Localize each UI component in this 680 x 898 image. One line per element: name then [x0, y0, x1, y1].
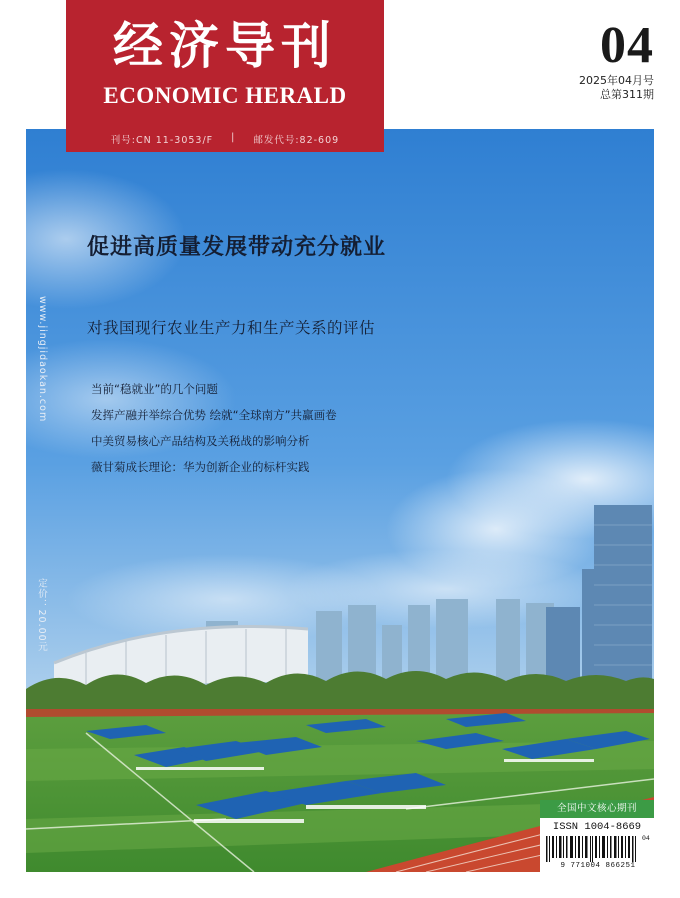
core-journal-badge: 全国中文核心期刊 — [540, 800, 654, 818]
contents-item: 当前“稳就业”的几个问题 — [91, 382, 218, 396]
cover-subhead: 对我国现行农业生产力和生产关系的评估 — [87, 319, 376, 337]
contents-item: 薇甘菊成长理论：华为创新企业的标杆实践 — [91, 460, 310, 474]
barcode-digits: 9 771004 866251 — [560, 862, 636, 870]
magazine-title-cn: 经济导刊 — [113, 16, 337, 75]
issue-number: 04 — [600, 17, 654, 74]
barcode-panel — [540, 818, 654, 876]
cover-price: 定价：20.00元 — [36, 578, 47, 653]
publication-info — [66, 132, 384, 146]
postal-code: 邮发代号:82-609 — [253, 135, 340, 146]
issue-total: 总第311期 — [600, 88, 654, 101]
contents-item: 发挥产融并举综合优势 绘就“全球南方”共赢画卷 — [91, 408, 337, 422]
barcode-icon — [546, 836, 640, 862]
info-separator: | — [231, 132, 236, 143]
masthead — [66, 0, 384, 152]
magazine-title-en: ECONOMIC HERALD — [103, 83, 347, 108]
serial-number: 刊号:CN 11-3053/F — [110, 135, 214, 146]
issue-info — [579, 18, 654, 102]
cover-contents — [91, 376, 337, 480]
issn-number: ISSN 1004-8669 — [552, 821, 642, 833]
barcode-addon: 04 — [642, 835, 650, 842]
website-url: www.jingjidaokan.com — [37, 296, 48, 423]
issue-date: 2025年04月号 — [579, 74, 654, 87]
contents-item: 中美贸易核心产品结构及关税战的影响分析 — [91, 434, 310, 448]
cover-headline: 促进高质量发展带动充分就业 — [87, 235, 387, 260]
